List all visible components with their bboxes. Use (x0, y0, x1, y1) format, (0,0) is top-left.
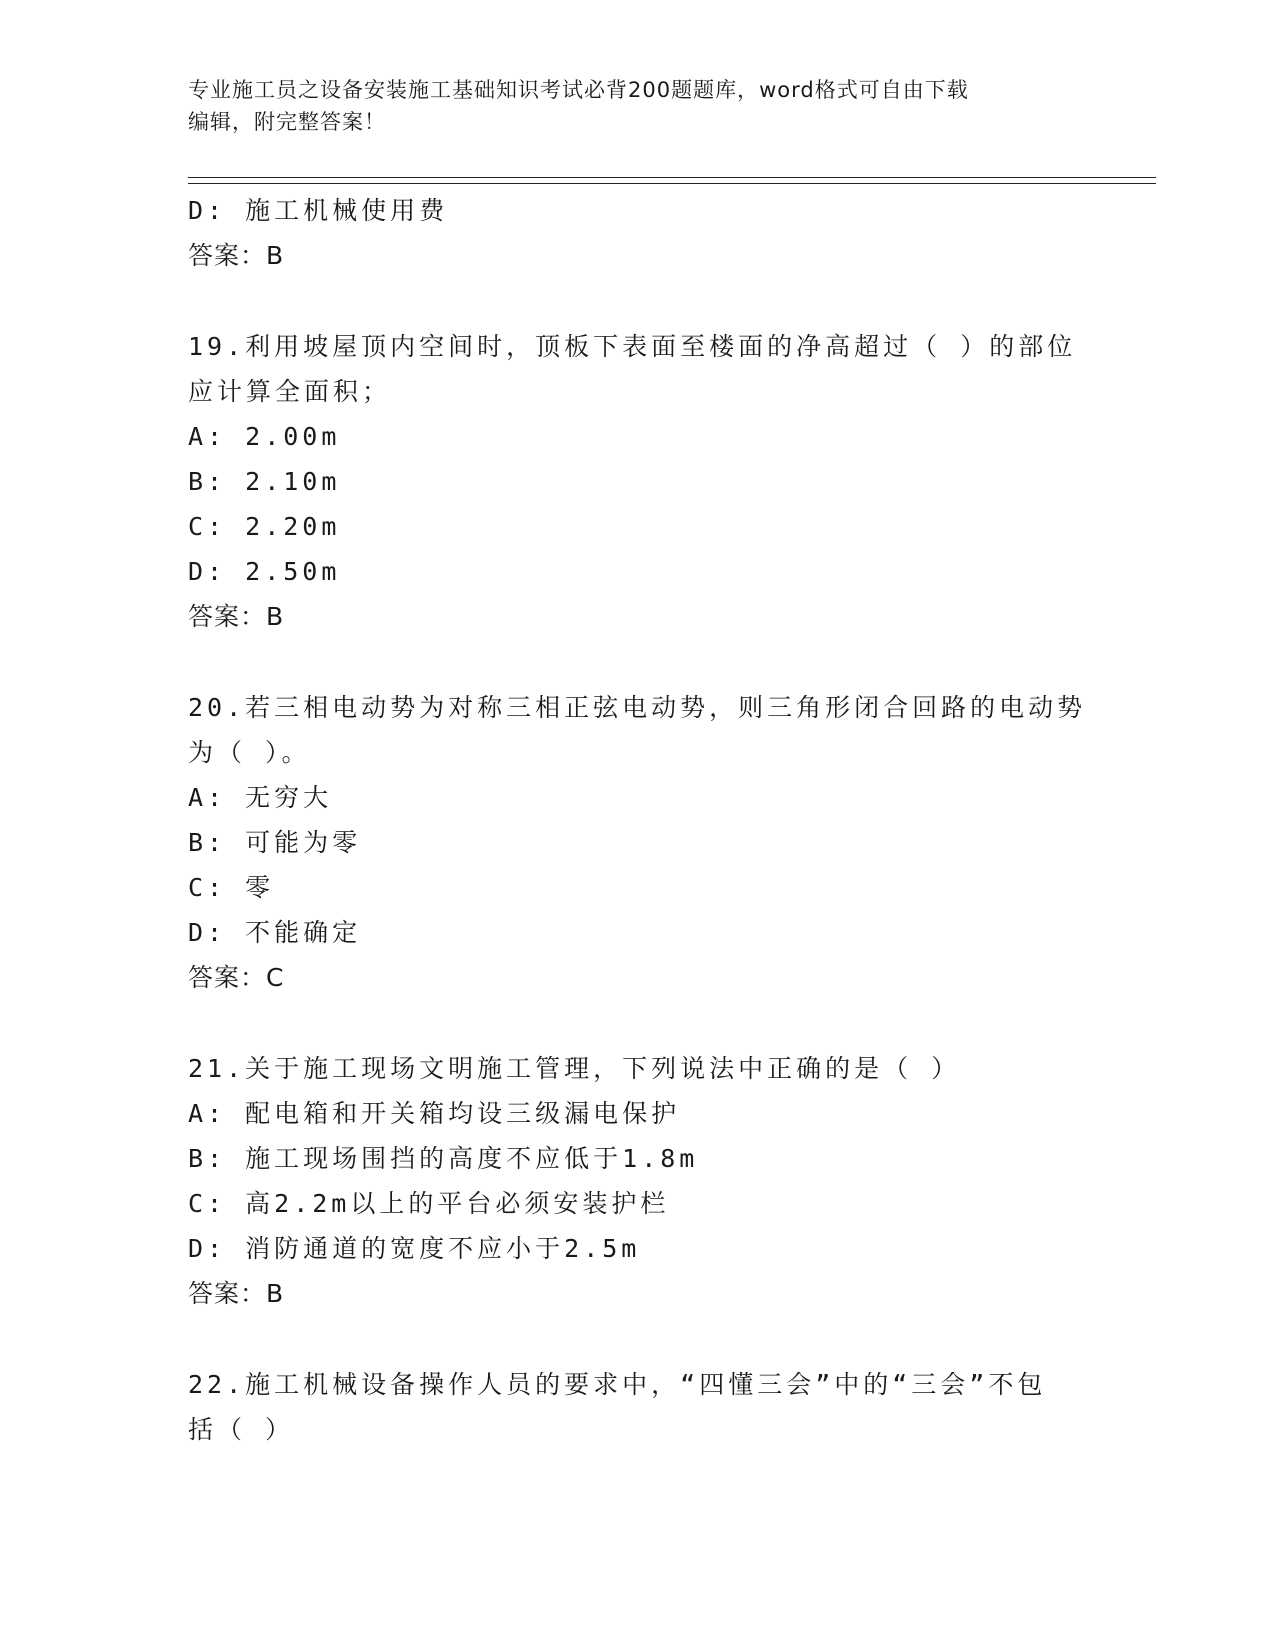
spacer (188, 639, 1088, 685)
option-d: D: 不能确定 (188, 918, 362, 947)
question-stem: 21.关于施工现场文明施工管理，下列说法中正确的是（ ） (188, 1054, 961, 1083)
answer-line: 答案：B (188, 602, 285, 631)
question-stem: 22.施工机械设备操作人员的要求中，“四懂三会”中的“三会”不包 (188, 1370, 1047, 1399)
question-stem-continued: 应计算全面积； (188, 377, 392, 406)
question-18-tail (188, 188, 1088, 278)
question-stem: 20.若三相电动势为对称三相正弦电动势，则三角形闭合回路的电动势 (188, 693, 1087, 722)
option-c: C: 高2.2m以上的平台必须安装护栏 (188, 1189, 670, 1218)
question-list (188, 188, 1088, 1452)
spacer (188, 1316, 1088, 1362)
option-b: B: 可能为零 (188, 828, 362, 857)
answer-line: 答案：C (188, 963, 285, 992)
option-b: B: 施工现场围挡的高度不应低于1.8m (188, 1144, 699, 1173)
answer-line: 答案：B (188, 1279, 285, 1308)
option-c: C: 零 (188, 873, 275, 902)
question-stem-continued: 括（ ） (188, 1415, 295, 1444)
question-22 (188, 1362, 1088, 1452)
question-19 (188, 324, 1088, 639)
option-b: B: 2.10m (188, 467, 341, 496)
option-a: A: 配电箱和开关箱均设三级漏电保护 (188, 1099, 681, 1128)
question-20 (188, 685, 1088, 1000)
option-d: D: 消防通道的宽度不应小于2.5m (188, 1234, 641, 1263)
header-line-1: 专业施工员之设备安装施工基础知识考试必背200题题库，word格式可自由下载 (188, 78, 969, 102)
option-d: D: 施工机械使用费 (188, 196, 449, 225)
question-21 (188, 1046, 1088, 1316)
option-d: D: 2.50m (188, 557, 341, 586)
header-divider-top (188, 177, 1156, 178)
question-stem-continued: 为（ ）。 (188, 738, 311, 767)
option-a: A: 2.00m (188, 422, 341, 451)
answer-line: 答案：B (188, 241, 285, 270)
document-header (188, 74, 1088, 138)
option-a: A: 无穷大 (188, 783, 333, 812)
header-divider-bottom (188, 183, 1156, 184)
option-c: C: 2.20m (188, 512, 341, 541)
spacer (188, 278, 1088, 324)
question-stem: 19.利用坡屋顶内空间时，顶板下表面至楼面的净高超过（ ）的部位 (188, 332, 1077, 361)
spacer (188, 1000, 1088, 1046)
header-line-2: 编辑，附完整答案！ (188, 110, 386, 134)
